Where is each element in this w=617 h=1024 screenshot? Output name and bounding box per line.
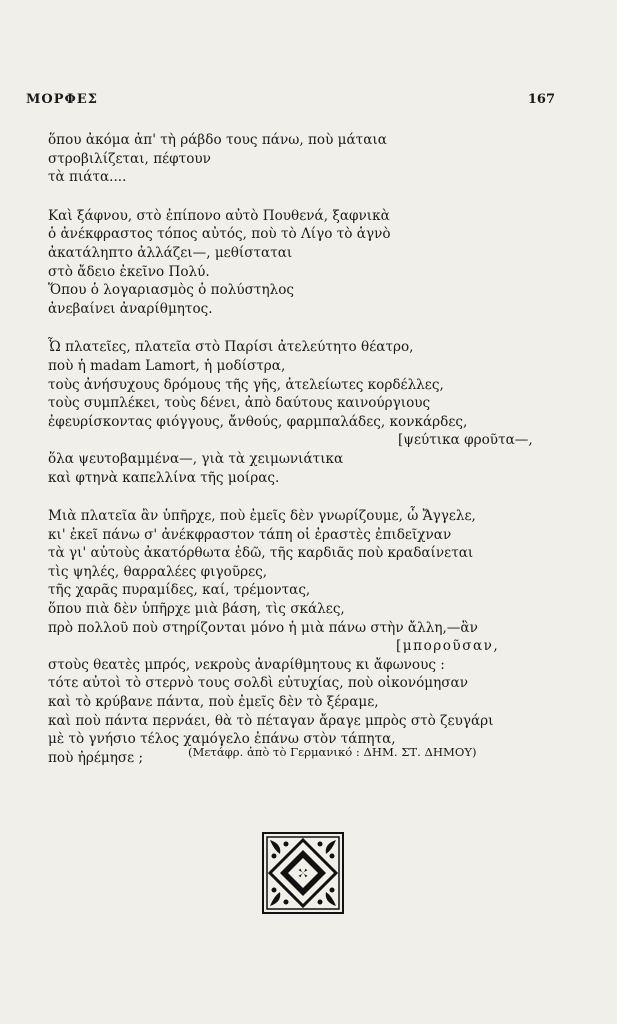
poem-line: [μποροῦσαν, [396, 638, 500, 655]
decorative-ornament-icon [262, 832, 344, 914]
poem-line: ὅλα ψευτοβαμμένα—, γιὰ τὰ χειμωνιάτικα [48, 450, 344, 467]
poem-line: τὰ γι' αὐτοὺς ἀκατόρθωτα ἐδῶ, τῆς καρδιᾶς ποὺ κραδαίνεται [48, 545, 474, 562]
poem-line: τοὺς συμπλέκει, τοὺς δένει, ἀπὸ δαύτους καινούργιους [48, 395, 431, 412]
stanza [48, 338, 568, 487]
poem-body [48, 131, 568, 787]
poem-line: ἀνεβαίνει ἀναρίθμητος. [48, 300, 213, 317]
poem-line: τότε αὐτοὶ τὸ στερνὸ τους σολδὶ εὐτυχίας, ποὺ οἰκονόμησαν [48, 675, 468, 692]
poem-line: καὶ τὸ κρύβανε πάντα, ποὺ ἐμεῖς δὲν τὸ ξέραμε, [48, 694, 379, 711]
poem-line: τὰ πιάτα.... [48, 169, 127, 186]
poem-line: μὲ τὸ γνήσιο τέλος χαμόγελο ἐπάνω στὸν τάπητα, [48, 731, 396, 748]
poem-line: στοὺς θεατὲς μπρός, νεκροὺς ἀναρίθμητους κι ἄφωνους : [48, 656, 445, 673]
page-number: 167 [527, 92, 555, 107]
poem-line: στροβιλίζεται, πέφτουν [48, 150, 211, 167]
poem-line: Μιὰ πλατεῖα ἂν ὑπῆρχε, ποὺ ἐμεῖς δὲν γνωρίζουμε, ὦ Ἄγγελε, [48, 508, 476, 525]
running-title: ΜΟΡΦΕΣ [26, 92, 98, 107]
poem-line: ἐφευρίσκοντας φιόγγους, ἄνθούς, φαρμπαλάδες, κονκάρδες, [48, 413, 468, 430]
poem-line: ὅπου πιὰ δὲν ὑπῆρχε μιὰ βάση, τὶς σκάλες, [48, 601, 345, 618]
poem-line: πρὸ πολλοῦ ποὺ στηρίζονται μόνο ἡ μιὰ πάνω στὴν ἄλλη,—ἂν [48, 619, 478, 636]
stanza [48, 507, 568, 767]
poem-line: [ψεύτικα φροῦτα—, [398, 432, 533, 449]
poem-line: ὁ ἀνέκφραστος τόπος αὐτός, ποὺ τὸ Λίγο τὸ ἁγνὸ [48, 226, 391, 243]
stanza [48, 207, 568, 319]
poem-line: καὶ φτηνὰ καπελλίνα τῆς μοίρας. [48, 469, 280, 486]
poem-line: Ὦ πλατεῖες, πλατεῖα στὸ Παρίσι ἀτελεύτητο θέατρο, [48, 339, 414, 356]
poem-line: Ὅπου ὁ λογαριασμὸς ὁ πολύστηλος [48, 282, 295, 299]
poem-line: ποὺ ἡ madam Lamort, ἡ μοδίστρα, [48, 357, 286, 374]
poem-line: ποὺ ἠρέμησε ; [48, 749, 144, 766]
translation-credit: (Μετάφρ. ἀπὸ τὸ Γερμανικό : ΔΗΜ. ΣΤ. ΔΗΜΟΥ) [188, 745, 477, 759]
poem-line: καὶ ποὺ πάντα περνάει, θὰ τὸ πέταγαν ἄραγε μπρὸς στὸ ζευγάρι [48, 712, 494, 729]
poem-line: τὶς ψηλές, θαρραλέες φιγοῦρες, [48, 563, 268, 580]
poem-line: κι' ἐκεῖ πάνω σ' ἀνέκφραστον τάπη οἱ ἐραστὲς ἐπιδεῖχναν [48, 526, 452, 543]
stanza [48, 131, 568, 187]
page-header [26, 92, 555, 112]
poem-line: ἀκατάληπτο ἀλλάζει—, μεθίσταται [48, 244, 293, 261]
poem-line: Καὶ ξάφνου, στὸ ἐπίπονο αὐτὸ Πουθενά, ξαφνικὰ [48, 207, 390, 224]
poem-line: τοὺς ἀνήσυχους δρόμους τῆς γῆς, ἀτελείωτες κορδέλλες, [48, 376, 444, 393]
poem-line: ὅπου ἀκόμα ἀπ' τὴ ράβδο τους πάνω, ποὺ μάταια [48, 132, 387, 148]
poem-line: τῆς χαρᾶς πυραμίδες, καί, τρέμοντας, [48, 582, 311, 599]
poem-line: στὸ ἄδειο ἐκεῖνο Πολύ. [48, 263, 210, 280]
